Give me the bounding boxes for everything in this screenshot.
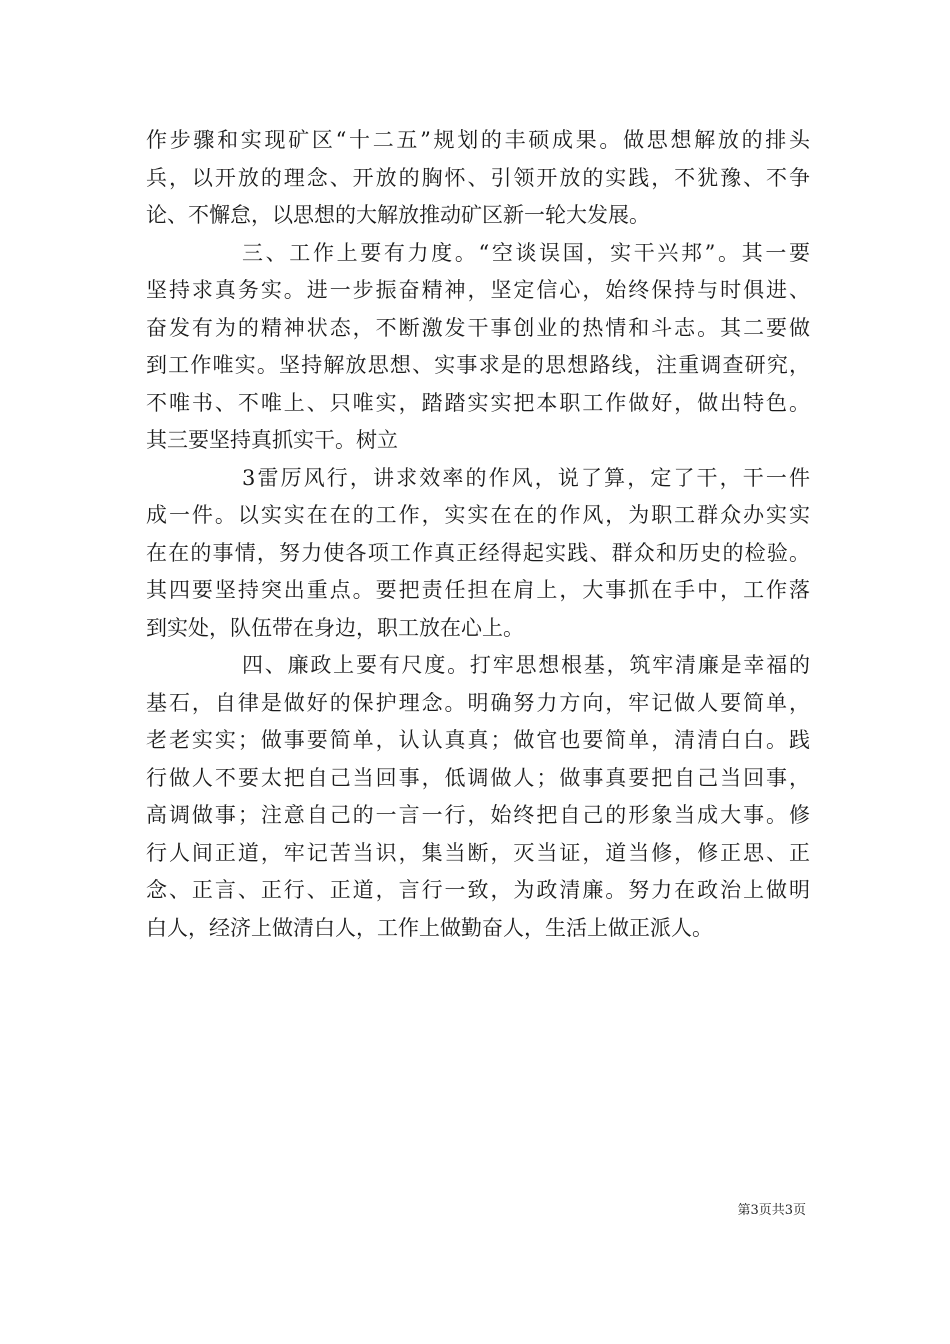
text-line: 其四要坚持突出重点。要把责任担在肩上，大事抓在手中，工作落 <box>146 578 810 602</box>
text-line: 在在的事情，努力使各项工作真正经得起实践、群众和历史的检验。 <box>146 540 810 565</box>
text-line: 到实处，队伍带在身边，职工放在心上。 <box>146 615 524 640</box>
page-footer: 第3页共3页 <box>737 1203 806 1218</box>
text-line: 论、不懈怠，以思想的大解放推动矿区新一轮大发展。 <box>146 203 650 227</box>
paragraph-start-line: 3雷厉风行，讲求效率的作风，说了算，定了干，干一件 <box>242 465 810 490</box>
text-line: 作步骤和实现矿区“十二五”规划的丰硕成果。做思想解放的排头 <box>146 128 810 152</box>
text-line: 行做人不要太把自己当回事，低调做人；做事真要把自己当回事， <box>146 765 810 790</box>
text-line: 兵，以开放的理念、开放的胸怀、引领开放的实践，不犹豫、不争 <box>146 165 810 190</box>
document-body <box>146 122 810 947</box>
text-line: 奋发有为的精神状态，不断激发干事创业的热情和斗志。其二要做 <box>146 315 810 340</box>
text-line: 其三要坚持真抓实干。树立 <box>146 428 398 452</box>
text-line: 老老实实；做事要简单，认认真真；做官也要简单，清清白白。践 <box>146 728 810 752</box>
paragraph-start-line: 四、廉政上要有尺度。打牢思想根基，筑牢清廉是幸福的 <box>242 653 810 677</box>
text-line: 坚持求真务实。进一步振奋精神，坚定信心，始终保持与时俱进、 <box>146 278 810 302</box>
text-line: 到工作唯实。坚持解放思想、实事求是的思想路线，注重调查研究， <box>146 353 810 377</box>
text-line: 念、正言、正行、正道，言行一致，为政清廉。努力在政治上做明 <box>146 878 810 902</box>
text-line: 行人间正道，牢记苦当识，集当断，灭当证，道当修，修正思、正 <box>146 840 810 865</box>
paragraph-start-line: 三、工作上要有力度。“空谈误国，实干兴邦”。其一要 <box>242 240 810 265</box>
text-line: 基石，自律是做好的保护理念。明确努力方向，牢记做人要简单， <box>146 690 810 715</box>
text-line: 成一件。以实实在在的工作，实实在在的作风，为职工群众办实实 <box>146 503 810 527</box>
text-line: 不唯书、不唯上、只唯实，踏踏实实把本职工作做好，做出特色。 <box>146 390 810 415</box>
text-line: 白人，经济上做清白人，工作上做勤奋人，生活上做正派人。 <box>146 915 713 940</box>
text-line: 高调做事；注意自己的一言一行，始终把自己的形象当成大事。修 <box>146 803 810 827</box>
